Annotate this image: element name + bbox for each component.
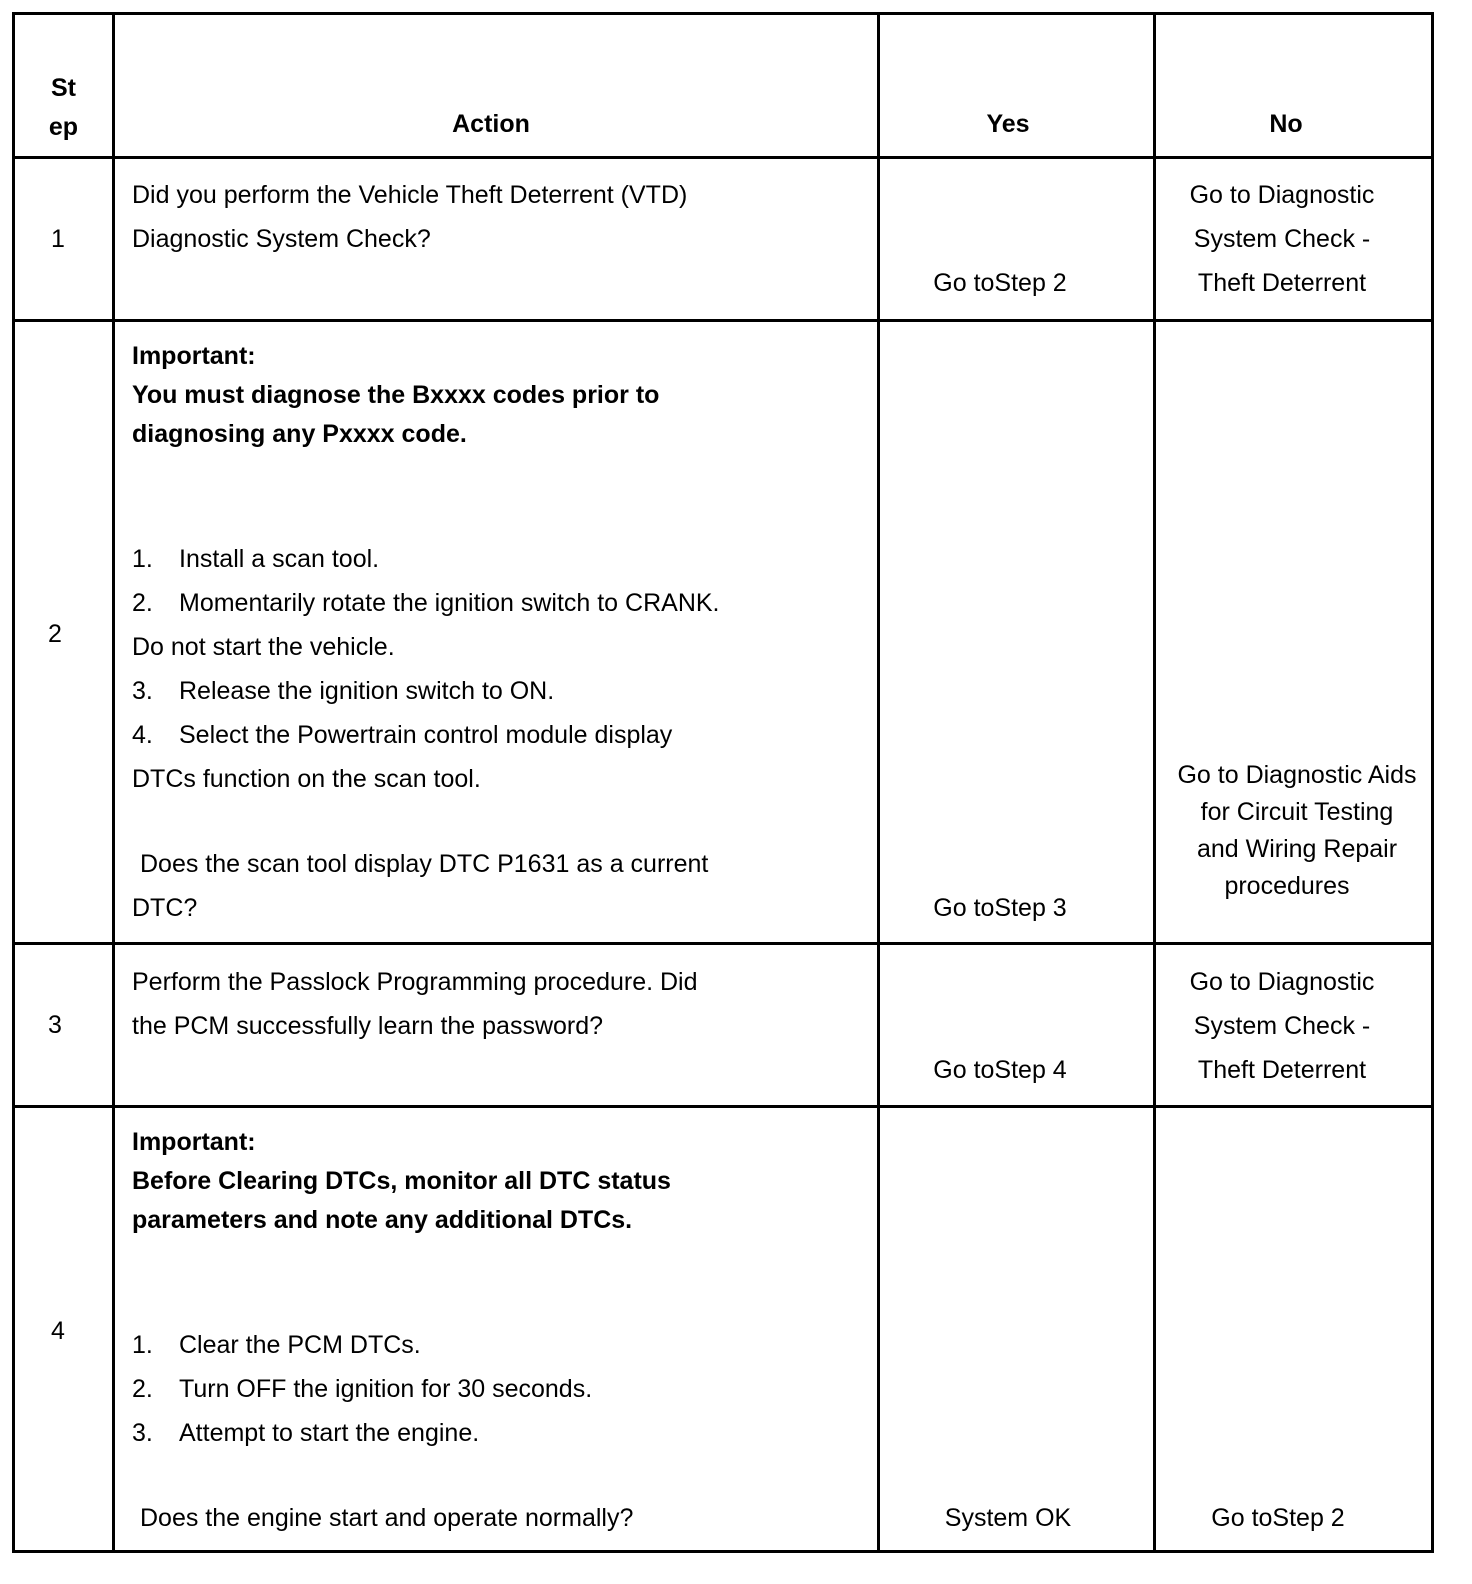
action-text: Did you perform the Vehicle Theft Deterrent (VTD) Diagnostic System Check?	[132, 181, 688, 253]
no-result: Go to Diagnostic System Check - Theft Deterrent	[1189, 181, 1375, 297]
list-item: 3. Attempt to start the engine.	[132, 1419, 480, 1447]
list-item: 3. Release the ignition switch to ON.	[132, 677, 555, 705]
yes-result: System OK	[944, 1504, 1072, 1532]
list-item: 2. Momentarily rotate the ignition switch to CRANK.	[132, 589, 720, 617]
important-note: Important: You must diagnose the Bxxxx codes prior to diagnosing any Pxxxx code.	[132, 342, 660, 448]
step-number: 3	[48, 1011, 62, 1039]
procedure-steps	[132, 1323, 592, 1455]
question-text: Does the engine start and operate normally?	[140, 1504, 634, 1532]
list-item: 1. Install a scan tool.	[132, 545, 380, 573]
procedure-steps	[132, 537, 720, 801]
list-item: 2. Turn OFF the ignition for 30 seconds.	[132, 1375, 593, 1403]
no-result: Go toStep 2	[1211, 1504, 1345, 1532]
list-item: Do not start the vehicle.	[132, 633, 395, 661]
yes-result: Go toStep 2	[933, 269, 1067, 297]
action-text: Perform the Passlock Programming procedure. Did the PCM successfully learn the password?	[132, 968, 698, 1040]
diagnostic-table	[12, 12, 1434, 1553]
row-divider	[15, 319, 1431, 322]
yes-result: Go toStep 4	[933, 1056, 1067, 1084]
column-divider	[877, 15, 880, 1550]
no-result: Go to Diagnostic System Check - Theft Deterrent	[1189, 968, 1375, 1084]
column-divider	[112, 15, 115, 1550]
list-item: DTCs function on the scan tool.	[132, 765, 481, 793]
header-yes: Yes	[986, 110, 1030, 138]
header-action: Action	[452, 110, 530, 138]
question-text: Does the scan tool display DTC P1631 as a current DTC?	[132, 850, 709, 922]
row-divider	[15, 942, 1431, 945]
header-no: No	[1269, 110, 1303, 138]
yes-result: Go toStep 3	[933, 894, 1067, 922]
important-note: Important: Before Clearing DTCs, monitor all DTC status parameters and note any additional DTCs.	[132, 1128, 671, 1234]
row-divider	[15, 1105, 1431, 1108]
row-divider	[15, 156, 1431, 159]
step-number: 1	[51, 225, 65, 253]
list-item: 4. Select the Powertrain control module display	[132, 721, 673, 749]
no-result: Go to Diagnostic Aids for Circuit Testing and Wiring Repair procedures	[1177, 761, 1417, 900]
step-number: 4	[51, 1317, 65, 1345]
step-number: 2	[48, 620, 62, 648]
list-item: 1. Clear the PCM DTCs.	[132, 1331, 421, 1359]
header-step: St ep	[48, 74, 79, 141]
